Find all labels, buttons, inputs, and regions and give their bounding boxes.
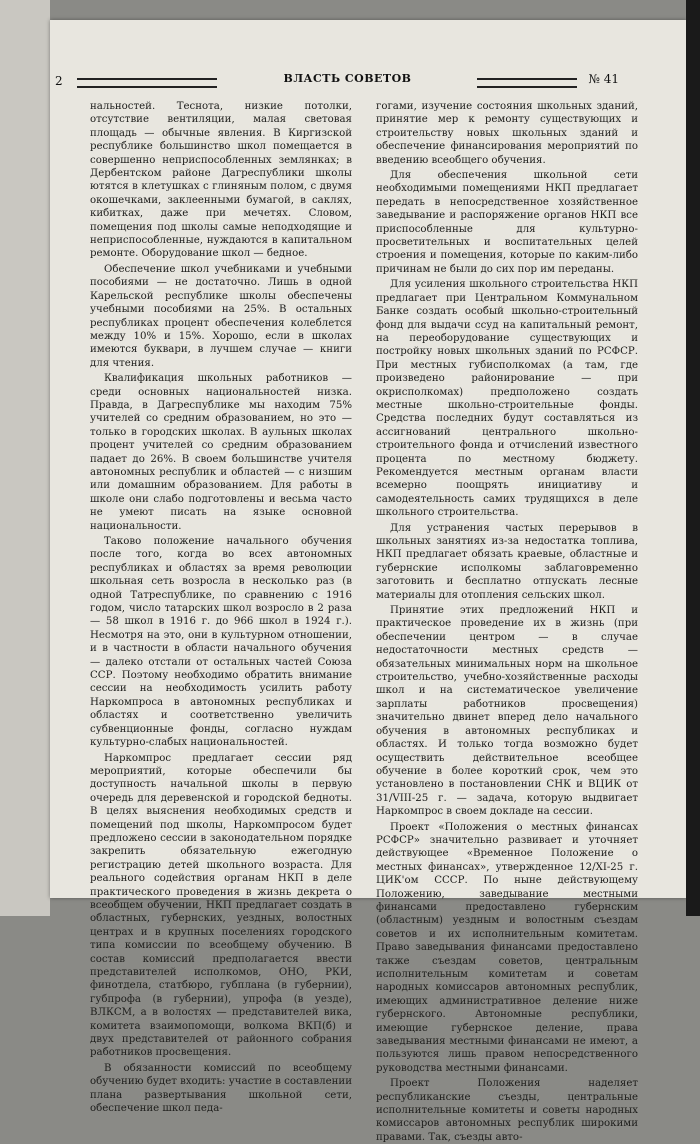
- left-column: [90, 100, 352, 1115]
- paragraph: Для усиления школьного строительства НКП предлагает при Центральном Коммунальном Банке создать особый школьно-строительный фонд для выдачи ссуд на капитальный ремонт, на переоборудование существующих и постройку новых школьных зданий по РСФСР. При местных губисполкомах (а там, где произведено районирование — при окрисполкомах) предположено создать местные школьно-строительные фонды. Средства последних будут составляться из ассигнований центрального школьно-строительного фонда и отчислений известного процента по местному бюджету. Рекомендуется местным органам власти всемерно поощрять инициативу и самодеятельность самих трудящихся в деле школьного строительства.: [376, 279, 638, 519]
- page-number: 2: [55, 74, 63, 88]
- paragraph: Квалификация школьных работников — среди основных национальностей низка. Правда, в Дагреспублике мы находим 75% учителей со средним образованием, но это — только в городских школах. В аульных школах процент учителей со средним образованием падает до 26%. В своем большинстве учителя автономных республик и областей — с низшим или домашним образованием. Для работы в школе они слабо подготовлены и весьма часто не умеют писать на языке основной национальности.: [90, 373, 352, 532]
- paragraph: гогами, изучение состояния школьных зданий, принятие мер к ремонту существующих и строительству новых школьных зданий и обеспечение финансирования мероприятий по введению всеобщего обучения.: [376, 101, 638, 166]
- header-ornament-right: [477, 78, 577, 88]
- journal-title: ВЛАСТЬ СОВЕТОВ: [283, 72, 412, 85]
- paragraph: Для обеспечения школьной сети необходимыми помещениями НКП предлагает передать в непосредственное хозяйственное заведывание и распоряжение органов НКП все приспособленные для культурно-просветительных и воспитательных целей строения и помещения, которые по каким-либо причинам не были до сих пор им переданы.: [376, 170, 638, 275]
- right-column: [376, 100, 638, 1143]
- scan-left-margin: [0, 0, 50, 916]
- paragraph: нальностей. Теснота, низкие потолки, отсутствие вентиляции, малая световая площадь — обычные явления. В Киргизской республике большинство школ помещается в совершенно неприспособленных землянках; в Дербентском районе Дагреспублики школы ютятся в клетушках с глиняным полом, с двумя окошечками, заклеенными бумагой, в саклях, кибитках, даже при мечетях. Словом, помещения под школы самые неподходящие и неприспособленные, нуждаются в капитальном ремонте. Оборудование школ — бедное.: [90, 101, 352, 260]
- paragraph: Принятие этих предложений НКП и практическое проведение их в жизнь (при обеспечении центром — в случае недостаточности местных средств — обязательных минимальных норм на школьное строительство, учебно-хозяйственные расходы школ и на систематическое увеличение зарплаты работников просвещения) значительно двинет вперед дело начального обучения в автономных республиках и областях. И только тогда возможно будет осуществить действительное всеобщее обучение в более короткий срок, чем это установлено в постановлении СНК и ВЦИК от 31/VIII-25 г. — задача, которую выдвигает Наркомпрос в своем докладе на сессии.: [376, 605, 638, 818]
- paragraph: Наркомпрос предлагает сессии ряд мероприятий, которые обеспечили бы доступность начальной школы в первую очередь для деревенской и городской бедноты. В целях выяснения необходимых средств и помещений под школы, Наркомпросом будет предложено сессии в законодательном порядке закрепить обязательную ежегодную регистрацию детей школьного возраста. Для реального содействия органам НКП в деле практического проведения в жизнь декрета о всеобщем обучении, НКП предлагает создать в областных, губернских, уездных, волостных центрах и в крупных поселениях городского типа комиссии по всеобщему обучению. В состав комиссий предполагается ввести представителей исполкомов, ОНО, РКИ, финотдела, статбюро, губплана (в губернии), губпрофа (в губернии), упрофа (в уезде), ВЛКСМ, а в волостях — представителей вика, комитета взаимопомощи, волкома ВКП(б) и двух представителей от районного собрания работников просвещения.: [90, 752, 352, 1059]
- header-ornament-left: [77, 78, 217, 88]
- issue-number: № 41: [588, 72, 619, 86]
- paragraph: Обеспечение школ учебниками и учебными пособиями — не достаточно. Лишь в одной Карельской республике школы обеспечены учебными пособиями на 25%. В остальных республиках процент обеспечения колеблется между 10% и 15%. Хорошо, если в школах имеются буквари, в лучшем случае — книги для чтения.: [90, 263, 352, 369]
- paragraph: Проект «Положения о местных финансах РСФСР» значительно развивает и уточняет действующее «Временное Положение о местных финансах», утвержденное 12/XI-25 г. ЦИК'ом СССР. По ныне действующему Положению, заведывание местными финансами предоставлено губернским (областным) уездным и волостным съездам советов и их исполнительным комитетам. Право заведывания финансами предоставлено также съездам советов, центральным исполнительным комитетам и советам народных комиссаров автономных республик, имеющих административное деление ниже губернского. Автономные республики, имеющие губернское деление, права заведывания местными финансами не имеют, а пользуются лишь правом непосредственного руководства местными финансами.: [376, 821, 638, 1074]
- paragraph: Для устранения частых перерывов в школьных занятиях из-за недостатка топлива, НКП предлагает обязать краевые, областные и губернские исполкомы заблаговременно заготовить и бесплатно отпускать лесные материалы для отопления сельских школ.: [376, 522, 638, 601]
- running-header: [55, 52, 625, 92]
- paragraph: Проект Положения наделяет республиканские съезды, центральные исполнительные комитеты и советы народных комиссаров автономных республик широкими правами. Так, съезды авто-: [376, 1078, 638, 1143]
- paragraph: В обязанности комиссий по всеобщему обучению будет входить: участие в составлении плана развертывания школьной сети, обеспечение школ педа-: [90, 1062, 352, 1115]
- paragraph: Таково положение начального обучения после того, когда во всех автономных республиках и областях за время революции школьная сеть возросла в несколько раз (в одной Татреспублике, по сравнению с 1916 годом, число татарских школ возросло в 2 раза — 58 школ в 1916 г. до 966 школ в 1924 г.). Несмотря на это, они в культурном отношении, и в частности в области начального обучения — далеко отстали от остальных частей Союза ССР. Поэтому необходимо обратить внимание сессии на необходимость усилить работу Наркомпроса в автономных республиках и областях и соответственно увеличить субвенционные фонды, согласно нуждам культурно-слабых национальностей.: [90, 536, 352, 749]
- scan-dark-edge: [686, 0, 700, 916]
